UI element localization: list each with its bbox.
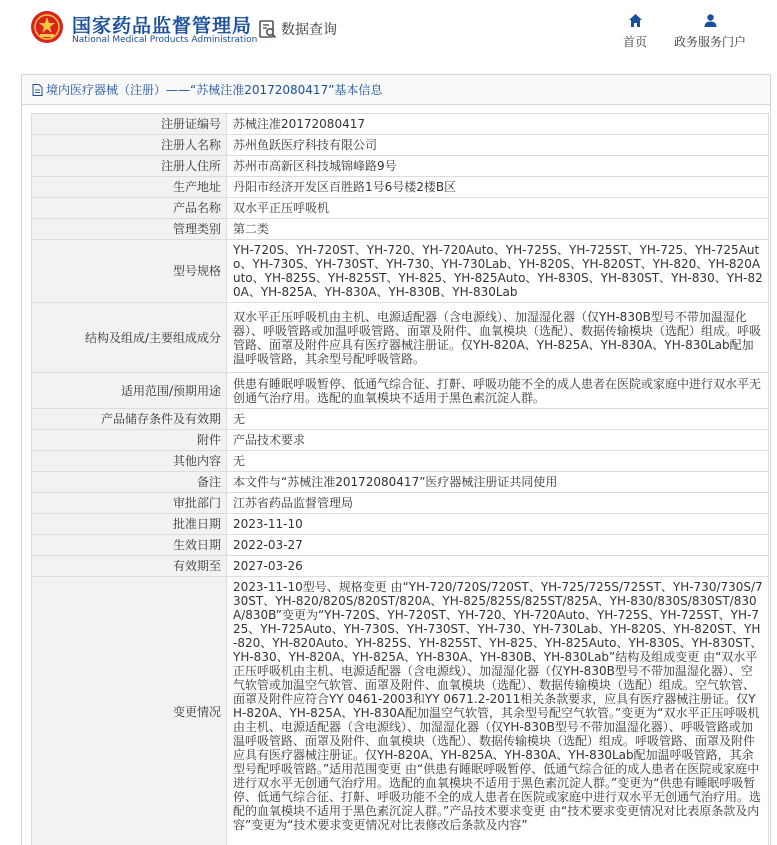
field-value: 江苏省药品监督管理局 [227, 493, 769, 514]
field-label: 注册证编号 [32, 114, 227, 135]
table-row [32, 373, 769, 409]
field-label: 产品储存条件及有效期 [32, 409, 227, 430]
table-row [32, 409, 769, 430]
field-value: 双水平正压呼吸机 [227, 198, 769, 219]
field-label: 结构及组成/主要组成成分 [32, 303, 227, 373]
field-value: 苏州鱼跃医疗科技有限公司 [227, 135, 769, 156]
panel-title-bar [22, 75, 770, 105]
field-label: 生效日期 [32, 535, 227, 556]
table-row [32, 198, 769, 219]
field-value: 苏州市高新区科技城锦峰路9号 [227, 156, 769, 177]
table-row [32, 430, 769, 451]
nav-home-label: 首页 [622, 35, 647, 49]
field-value: 产品技术要求 [227, 430, 769, 451]
data-query-icon [258, 19, 278, 39]
data-query-link[interactable] [258, 18, 337, 40]
home-icon [628, 13, 643, 28]
field-value: YH-720S、YH-720ST、YH-720、YH-720Auto、YH-725S、YH-725ST、YH-725、YH-725Auto、YH-730S、YH-730ST、YH-730、YH-730Lab、YH-820S、YH-820ST、YH-820、YH-820Auto、YH-825S、YH-825ST、YH-825、YH-825Auto、YH-830S、YH-830ST、YH-830、YH-820A、YH-825A、YH-830A、YH-830B、YH-830Lab [227, 240, 769, 303]
field-label: 有效期至 [32, 556, 227, 577]
field-label: 变更情况 [32, 577, 227, 845]
field-label: 附件 [32, 430, 227, 451]
field-label: 适用范围/预期用途 [32, 373, 227, 409]
table-row [32, 577, 769, 845]
info-table [31, 113, 769, 845]
table-row [32, 156, 769, 177]
document-icon [32, 84, 43, 96]
table-row [32, 303, 769, 373]
field-label: 注册人住所 [32, 156, 227, 177]
nav-government-portal[interactable] [672, 13, 748, 50]
table-row [32, 472, 769, 493]
table-row [32, 556, 769, 577]
field-label: 其他内容 [32, 451, 227, 472]
table-row [32, 493, 769, 514]
table-row [32, 177, 769, 198]
field-value: 无 [227, 451, 769, 472]
field-value: 本文件与“苏械注准20172080417”医疗器械注册证共同使用 [227, 472, 769, 493]
table-row [32, 114, 769, 135]
panel-title: 境内医疗器械（注册）——“苏械注准20172080417”基本信息 [46, 83, 383, 97]
field-value: 苏械注准20172080417 [227, 114, 769, 135]
table-row [32, 240, 769, 303]
detail-panel [21, 74, 771, 845]
table-row [32, 135, 769, 156]
field-label: 生产地址 [32, 177, 227, 198]
user-icon [703, 13, 718, 28]
brand-name-en[interactable]: National Medical Products Administration [72, 35, 258, 45]
field-label: 备注 [32, 472, 227, 493]
field-label: 管理类别 [32, 219, 227, 240]
field-value: 第二类 [227, 219, 769, 240]
site-header [0, 0, 777, 64]
field-label: 审批部门 [32, 493, 227, 514]
national-emblem-logo-icon[interactable] [30, 10, 64, 44]
field-label: 产品名称 [32, 198, 227, 219]
field-value: 丹阳市经济开发区百胜路1号6号楼2楼B区 [227, 177, 769, 198]
field-label: 型号规格 [32, 240, 227, 303]
nav-home[interactable] [620, 13, 650, 50]
field-value: 2023-11-10 [227, 514, 769, 535]
field-value: 无 [227, 409, 769, 430]
table-row [32, 535, 769, 556]
table-row [32, 514, 769, 535]
brand-name-cn[interactable]: 国家药品监督管理局 [72, 15, 253, 37]
data-query-label: 数据查询 [281, 22, 337, 38]
field-label: 注册人名称 [32, 135, 227, 156]
field-value: 供患有睡眠呼吸暂停、低通气综合征、打鼾、呼吸功能不全的成人患者在医院或家庭中进行双水平无创通气治疗用。选配的血氧模块不适用于黑色素沉淀人群。 [227, 373, 769, 409]
field-value: 2023-11-10型号、规格变更 由“YH-720/720S/720ST、YH-725/725S/725ST、YH-730/730S/730ST、YH-820/820S/820ST/820A、YH-825/825S/825ST/825A、YH-830/830S/830ST/830A/830B”变更为“YH-720S、YH-720ST、YH-720、YH-720Auto、YH-725S、YH-725ST、YH-725、YH-725Auto、YH-730S、YH-730ST、YH-730、YH-730Lab、YH-820S、YH-820ST、YH-820、YH-820Auto、YH-825S、YH-825ST、YH-825、YH-825Auto、YH-830S、YH-830ST、YH-830、YH-820A、YH-825A、YH-830A、YH-830B、YH-830Lab”结构及组成变更 由“双水平正压呼吸机由主机、电源适配器（含电源线）、加湿湿化器（仅YH-830B型号不带加温湿化器）、空气软管或加温空气软管、面罩及附件、血氧模块（选配）、数据传输模块（选配）组成。空气软管、面罩及附件应符合YY 0461-2003和YY 0671.2-2011相关条款要求，应具有医疗器械注册证。仅YH-820A、YH-825A、YH-830A配加温空气软管，其余型号配空气软管。”变更为“双水平正压呼吸机由主机、电源适配器（含电源线）、加湿湿化器（仅YH-830B型号不带加温湿化器）、呼吸管路或加温呼吸管路、面罩及附件、血氧模块（选配）、数据传输模块（选配）组成。呼吸管路、面罩及附件应具有医疗器械注册证。仅YH-820A、YH-825A、YH-830A、YH-830Lab配加温呼吸管路，其余型号配呼吸管路。”适用范围变更 由“供患有睡眠呼吸暂停、低通气综合征的成人患者在医院或家庭中进行双水平无创通气治疗用。选配的血氧模块不适用于黑色素沉淀人群。”变更为“供患有睡眠呼吸暂停、低通气综合征、打鼾、呼吸功能不全的成人患者在医院或家庭中进行双水平无创通气治疗用。选配的血氧模块不适用于黑色素沉淀人群。”产品技术要求变更 由“技术要求变更情况对比表原条款及内容”变更为“技术要求变更情况对比表修改后条款及内容” [227, 577, 769, 845]
nav-portal-label: 政务服务门户 [673, 35, 746, 49]
field-label: 批准日期 [32, 514, 227, 535]
table-row [32, 451, 769, 472]
field-value: 2027-03-26 [227, 556, 769, 577]
field-value: 2022-03-27 [227, 535, 769, 556]
field-value: 双水平正压呼吸机由主机、电源适配器（含电源线）、加湿湿化器（仅YH-830B型号不带加温湿化器）、呼吸管路或加温呼吸管路、面罩及附件、血氧模块（选配）、数据传输模块（选配）组成。呼吸管路、面罩及附件应具有医疗器械注册证。仅YH-820A、YH-825A、YH-830A、YH-830Lab配加温呼吸管路，其余型号配呼吸管路。 [227, 303, 769, 373]
table-row [32, 219, 769, 240]
